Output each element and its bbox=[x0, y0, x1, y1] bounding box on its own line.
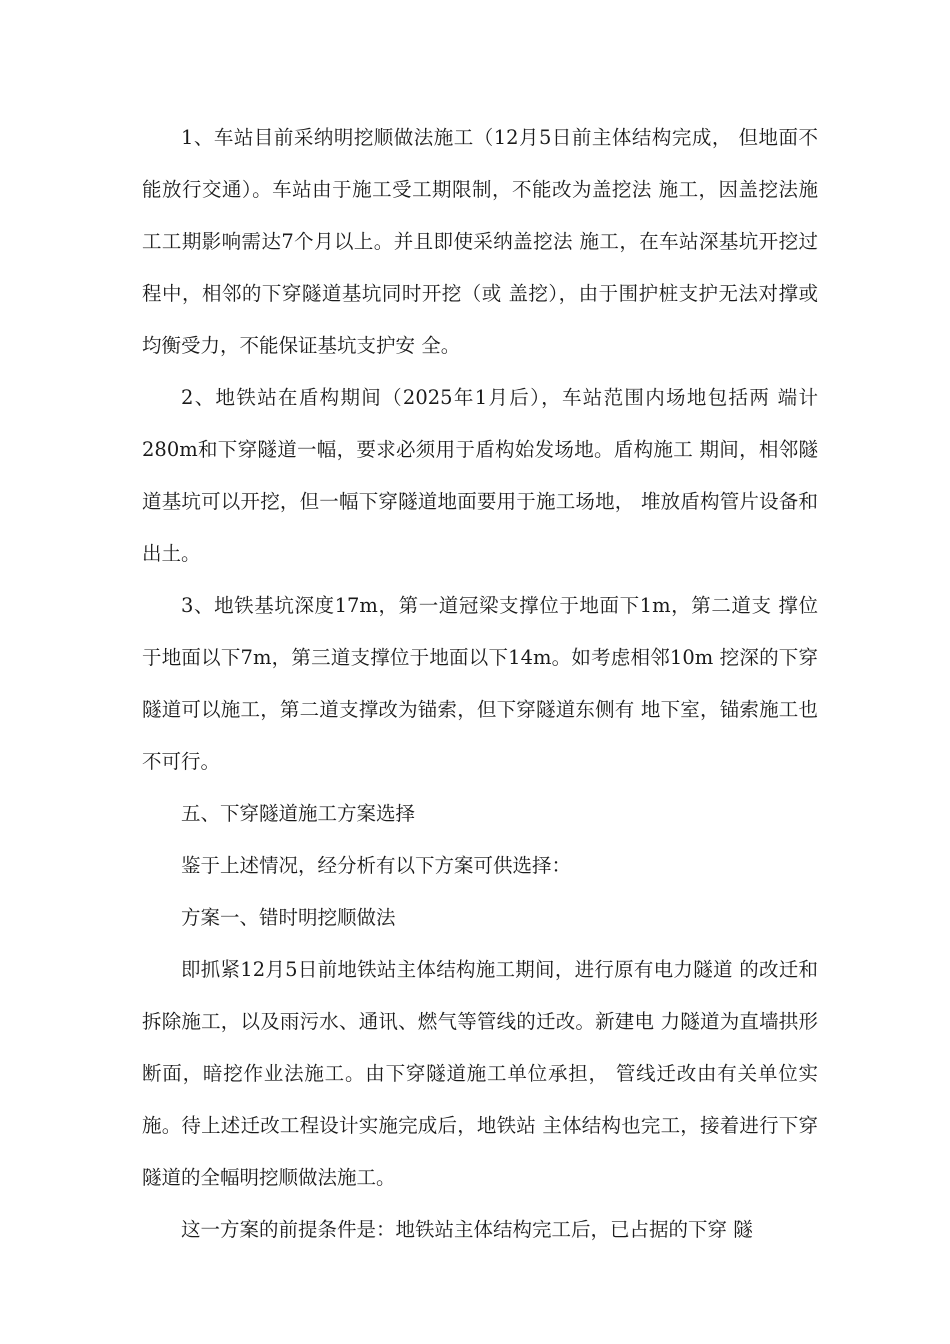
paragraph-station-construction: 1、车站目前采纳明挖顺做法施工（12月5日前主体结构完成， 但地面不能放行交通）。车站由于施工受工期限制，不能改为盖挖法 施工，因盖挖法施工工期影响需达7个月以上。并且即使采纳盖挖法 施工，在车站深基坑开挖过程中，相邻的下穿隧道基坑同时开挖（或 盖挖），由于围护桩支护无法对撑或均衡受力，不能保证基坑支护安 全。 bbox=[142, 126, 818, 357]
paragraph-options-intro: 鉴于上述情况，经分析有以下方案可供选择： bbox=[181, 854, 572, 877]
paragraph-pit-depth: 3、地铁基坑深度17m，第一道冠梁支撑位于地面下1m，第二道支 撑位于地面以下7m，第三道支撑位于地面以下14m。如考虑相邻10m 挖深的下穿隧道可以施工，第二道支撑改为锚索，但下穿隧道东侧有 地下室，锚索施工也不可行。 bbox=[142, 594, 818, 773]
paragraph-scheme-one-detail: 即抓紧12月5日前地铁站主体结构施工期间，进行原有电力隧道 的改迁和拆除施工，以及雨污水、通讯、燃气等管线的迁改。新建电 力隧道为直墙拱形断面，暗挖作业法施工。由下穿隧道施工单位承担， 管线迁改由有关单位实施。待上述迁改工程设计实施完成后，地铁站 主体结构也完工，接着进行下穿隧道的全幅明挖顺做法施工。 bbox=[142, 958, 818, 1189]
document-body bbox=[142, 112, 818, 1256]
section-heading-scheme-selection: 五、下穿隧道施工方案选择 bbox=[181, 802, 416, 825]
subheading-scheme-one: 方案一、错时明挖顺做法 bbox=[181, 906, 396, 929]
paragraph-shield-period: 2、地铁站在盾构期间（2025年1月后），车站范围内场地包括两 端计280m和下穿隧道一幅，要求必须用于盾构始发场地。盾构施工 期间，相邻隧道基坑可以开挖，但一幅下穿隧道地面要用于施工场地， 堆放盾构管片设备和出土。 bbox=[142, 386, 818, 565]
paragraph-precondition: 这一方案的前提条件是：地铁站主体结构完工后，已占据的下穿 隧 bbox=[181, 1218, 753, 1241]
